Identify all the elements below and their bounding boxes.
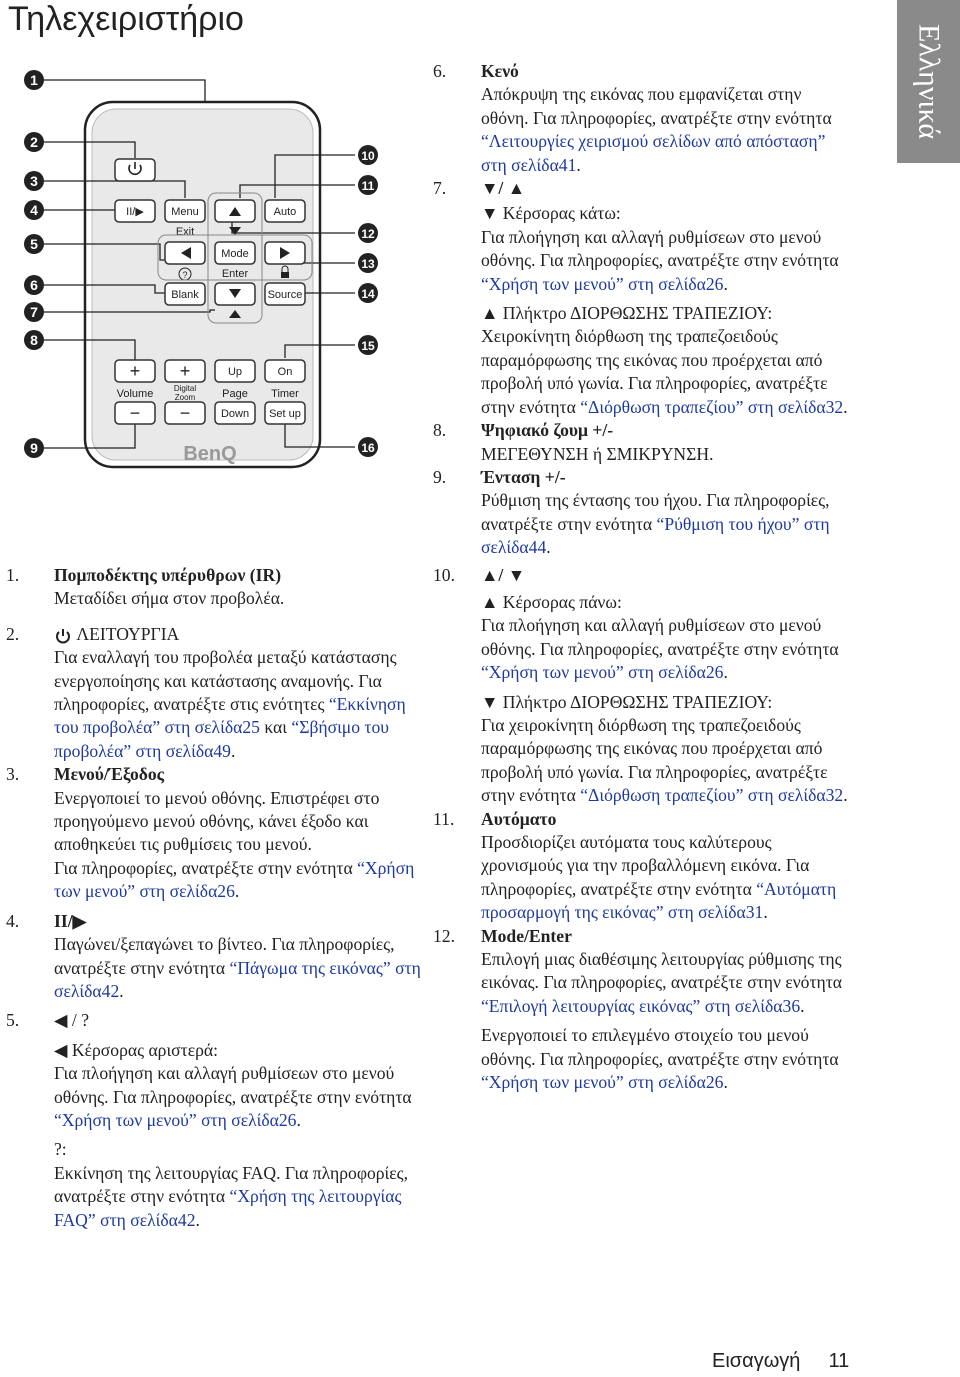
callout-13-label: 13 (361, 257, 375, 271)
zoom-minus-label: − (179, 403, 191, 423)
item-text-part: . (230, 740, 236, 761)
zoom-label: Zoom (174, 393, 196, 402)
item-text-part: . (296, 1109, 301, 1130)
item-number: 9. (433, 466, 447, 487)
item-text-part: . (723, 1072, 728, 1093)
up-down-icons: ▲/ ▼ (481, 564, 526, 585)
left-help-icons: ◀ / ? (54, 1010, 90, 1031)
item-text-part: Επιλογή μιας διαθέσιμης λειτουργίας ρύθμισης της εικόνας. Για πληροφορίες, ανατρέξτε στην ενότητα (481, 949, 843, 993)
item-text-part: . (195, 1209, 200, 1230)
cursor-left-subheading: ◀ Κέρσορας αριστερά: (54, 1039, 219, 1060)
freeze-icon: II/▶ (126, 206, 144, 218)
item-text-part: Ενεργοποιεί το επιλεγμένο στοιχείο του μενού οθόνης. Για πληροφορίες, ανατρέξτε στην ενότητα (481, 1025, 839, 1069)
footer-section: Εισαγωγή (712, 1350, 801, 1372)
item-heading-text: ΛΕΙΤΟΥΡΓΙΑ (76, 623, 180, 644)
enter-label: Enter (221, 268, 249, 280)
list-item-7 (433, 177, 851, 419)
item-text (481, 226, 851, 296)
callout-3-label: 3 (30, 173, 38, 189)
item-number: 11. (433, 808, 455, 829)
link-faq[interactable]: “Χρήση της λειτουργίας FAQ” στη σελίδα42 (54, 1186, 402, 1230)
setup-label: Set up (269, 408, 301, 420)
item-text (481, 714, 851, 808)
item-heading: Μενού/Έξοδος (54, 764, 165, 785)
mode-label: Mode (221, 248, 249, 260)
timer-label: Timer (271, 388, 299, 400)
callout-14-label: 14 (361, 287, 375, 301)
freeze-icon: II/▶ (54, 910, 87, 931)
item-text-part: . (723, 273, 728, 294)
link-menus[interactable]: “Χρήση των μενού” στη σελίδα26 (481, 662, 724, 683)
item-text-part: Για πλοήγηση και αλλαγή ρυθμίσεων στο μενού οθόνης. Για πληροφορίες, ανατρέξτε στην ενότητα (481, 226, 839, 271)
callout-10-label: 10 (361, 149, 375, 163)
callout-16-label: 16 (361, 441, 375, 455)
item-text (481, 614, 851, 684)
item-text (54, 1162, 426, 1232)
callout-12-label: 12 (361, 227, 375, 241)
up-label: Up (227, 366, 243, 378)
list-item-2 (6, 623, 426, 763)
keystone-subheading: ▲ Πλήκτρο ΔΙΟΡΘΩΣΗΣ ΤΡΑΠΕΖΙΟΥ: (481, 303, 773, 324)
link-auto-adjust[interactable]: “Αυτόματη προσαρμογή της εικόνας” στη σελίδα31 (481, 878, 837, 923)
item-heading (54, 623, 426, 646)
item-text (481, 489, 851, 559)
link-power-off[interactable]: “Σβήσιμο του προβολέα” στη σελίδα49 (54, 717, 390, 761)
item-text-part: . (546, 537, 551, 558)
callout-2-label: 2 (30, 134, 38, 150)
callout-6-label: 6 (30, 277, 38, 293)
link-keystone[interactable]: “Διόρθωση τραπεζίου” στη σελίδα32 (580, 785, 844, 806)
link-picture-mode[interactable]: “Επιλογή λειτουργίας εικόνας” στη σελίδα36 (481, 995, 801, 1016)
item-text-part: Απόκρυψη της εικόνας που εμφανίζεται στην οθόνη. Για πληροφορίες, ανατρέξτε στην ενότητα (481, 84, 832, 128)
item-number: 3. (6, 764, 20, 785)
list-item-4 (6, 910, 426, 1004)
down-up-icons: ▼/ ▲ (481, 178, 526, 199)
item-number: 5. (6, 1010, 20, 1031)
item-number: 1. (6, 565, 20, 585)
list-item-11 (433, 808, 851, 925)
down-label: Down (220, 408, 250, 420)
item-text (54, 857, 426, 904)
cursor-up-subheading: ▲ Κέρσορας πάνω: (481, 591, 622, 612)
power-icon (54, 627, 72, 645)
item-text-part: Εκκίνηση της λειτουργίας FAQ. Για πληροφορίες, ανατρέξτε στην ενότητα (54, 1162, 409, 1207)
volume-plus-label: + (129, 361, 141, 381)
item-text-part: Προσδιορίζει αυτόματα τους καλύτερους χρονισμούς για την προβαλλόμενη εικόνα. Για πληροφορίες, ανατρέξτε στην ενότητα (481, 832, 810, 899)
item-text-part: . (234, 881, 240, 902)
item-text (54, 1062, 426, 1132)
item-text-part: . (843, 785, 848, 806)
item-heading: Αυτόματο (481, 808, 557, 829)
callout-9-label: 9 (30, 440, 38, 456)
item-number: 7. (433, 178, 447, 199)
list-item-5 (6, 1009, 426, 1232)
exit-label: Exit (175, 226, 195, 238)
auto-label: Auto (273, 206, 297, 218)
blank-label: Blank (171, 289, 199, 301)
callout-1-label: 1 (30, 72, 38, 88)
callout-4-label: 4 (30, 202, 38, 218)
item-number: 6. (433, 61, 447, 81)
page-footer (712, 1350, 849, 1373)
keystone-subheading: ▼ Πλήκτρο ΔΙΟΡΘΩΣΗΣ ΤΡΑΠΕΖΙΟΥ: (481, 691, 773, 712)
item-text-part: . (119, 980, 124, 1001)
language-tab (897, 0, 960, 163)
item-number: 8. (433, 420, 447, 441)
link-freeze[interactable]: “Πάγωμα της εικόνας” στη σελίδα42 (54, 957, 421, 1001)
cursor-down-subheading: ▼ Κέρσορας κάτω: (481, 203, 621, 224)
item-text (481, 831, 851, 925)
item-text-part: Ρύθμιση της έντασης του ήχου. Για πληροφορίες, ανατρέξτε στην ενότητα (481, 490, 830, 534)
list-item-12 (433, 925, 851, 1095)
item-text-part: . (843, 396, 848, 417)
item-text-part: Παγώνει/ξεπαγώνει το βίντεο. Για πληροφορίες, ανατρέξτε στην ενότητα (54, 934, 395, 978)
remote-control-diagram (0, 55, 400, 535)
help-subheading: ?: (54, 1139, 67, 1160)
list-item-9 (433, 466, 851, 560)
item-text-part: Για χειροκίνητη διόρθωση της τραπεζοειδούς παραμόρφωσης της εικόνας που προέρχεται από προβολή υπό γωνία. Για πληροφορίες, ανατρέξτε στην ενότητα (481, 714, 828, 806)
list-item-3 (6, 763, 426, 903)
list-item-10 (433, 564, 851, 808)
volume-minus-label: − (129, 403, 141, 423)
item-number: 4. (6, 910, 20, 931)
page-label: Page (222, 388, 248, 400)
volume-label: Volume (116, 388, 154, 400)
right-column (433, 60, 851, 1094)
link-menus[interactable]: “Χρήση των μενού” στη σελίδα26 (481, 273, 724, 294)
zoom-plus-label: + (179, 361, 191, 381)
svg-text:?: ? (182, 270, 188, 280)
item-text-part: Χειροκίνητη διόρθωση της τραπεζοειδούς παραμόρφωσης της εικόνας που προέρχεται από προβολή υπό γωνία. Για πληροφορίες, ανατρέξτε στην ενότητα (481, 326, 828, 417)
item-heading: Ψηφιακό ζουμ +/- (481, 420, 614, 441)
item-text-part: . (723, 662, 728, 683)
item-heading: Πομποδέκτης υπέρυθρων (IR) (54, 565, 282, 585)
item-text: Μεταδίδει σήμα στον προβολέα. (54, 588, 285, 609)
callout-11-label: 11 (361, 179, 375, 193)
left-column (6, 564, 426, 1232)
item-heading: Mode/Enter (481, 925, 572, 946)
link-menus[interactable]: “Χρήση των μενού” στη σελίδα26 (54, 857, 415, 902)
page-number: 11 (828, 1350, 850, 1372)
link-volume[interactable]: “Ρύθμιση του ήχου” στη σελίδα44 (481, 513, 830, 558)
link-remote-paging[interactable]: “Λειτουργίες χειρισμού σελίδων από απόσταση” στη σελίδα41 (481, 131, 826, 175)
language-tab-label: Ελληνικά (912, 23, 946, 140)
menu-label: Menu (171, 206, 199, 218)
item-number: 2. (6, 623, 20, 644)
link-power-on[interactable]: “Εκκίνηση του προβολέα” στη σελίδα25 (54, 694, 406, 738)
item-number: 10. (433, 564, 455, 585)
link-keystone[interactable]: “Διόρθωση τραπεζίου” στη σελίδα32 (580, 396, 844, 417)
list-item-8 (433, 419, 851, 466)
list-item-6 (433, 60, 851, 177)
item-text (481, 325, 851, 419)
item-heading: Κενό (481, 61, 519, 81)
item-text (481, 1024, 851, 1094)
callout-15-label: 15 (361, 339, 375, 353)
item-text: Ενεργοποιεί το μενού οθόνης. Επιστρέφει στο προηγούμενο μενού οθόνης, κάνει έξοδο και αποθηκεύει τις ρυθμίσεις του μενού. (54, 787, 380, 855)
brand-logo: BenQ (183, 443, 237, 465)
link-menus[interactable]: “Χρήση των μενού” στη σελίδα26 (54, 1109, 297, 1130)
callout-5-label: 5 (30, 236, 38, 252)
item-text (54, 646, 426, 763)
item-text-part: Για πλοήγηση και αλλαγή ρυθμίσεων στο μενού οθόνης. Για πληροφορίες, ανατρέξτε στην ενότητα (54, 1063, 412, 1107)
item-text-part: και (259, 717, 292, 738)
item-text-part: . (763, 902, 768, 923)
item-text-part: Για πλοήγηση και αλλαγή ρυθμίσεων στο μενού οθόνης. Για πληροφορίες, ανατρέξτε στην ενότητα (481, 615, 839, 659)
item-text: ΜΕΓΕΘΥΝΣΗ ή ΣΜΙΚΡΥΝΣΗ. (481, 443, 714, 464)
page-title: Τηλεχειριστήριο (8, 0, 244, 38)
item-text (54, 933, 426, 1003)
item-text-part: Για πληροφορίες, ανατρέξτε στην ενότητα (54, 857, 358, 878)
item-text (481, 948, 851, 1018)
digital-label: Digital (173, 384, 197, 393)
item-text-part: . (576, 154, 581, 175)
item-text (481, 83, 851, 177)
callout-8-label: 8 (30, 332, 38, 348)
item-number: 12. (433, 925, 455, 946)
source-label: Source (267, 289, 303, 301)
callout-7-label: 7 (30, 304, 38, 320)
item-text-part: Για εναλλαγή του προβολέα μεταξύ κατάστασης ενεργοποίησης και κατάστασης αναμονής. Για πληροφορίες, ανατρέξτε στις ενότητες (54, 647, 397, 715)
link-menus[interactable]: “Χρήση των μενού” στη σελίδα26 (481, 1072, 724, 1093)
item-heading: Ένταση +/- (481, 466, 566, 487)
item-text-part: . (800, 995, 805, 1016)
on-label: On (277, 366, 293, 378)
list-item-1 (6, 564, 426, 611)
